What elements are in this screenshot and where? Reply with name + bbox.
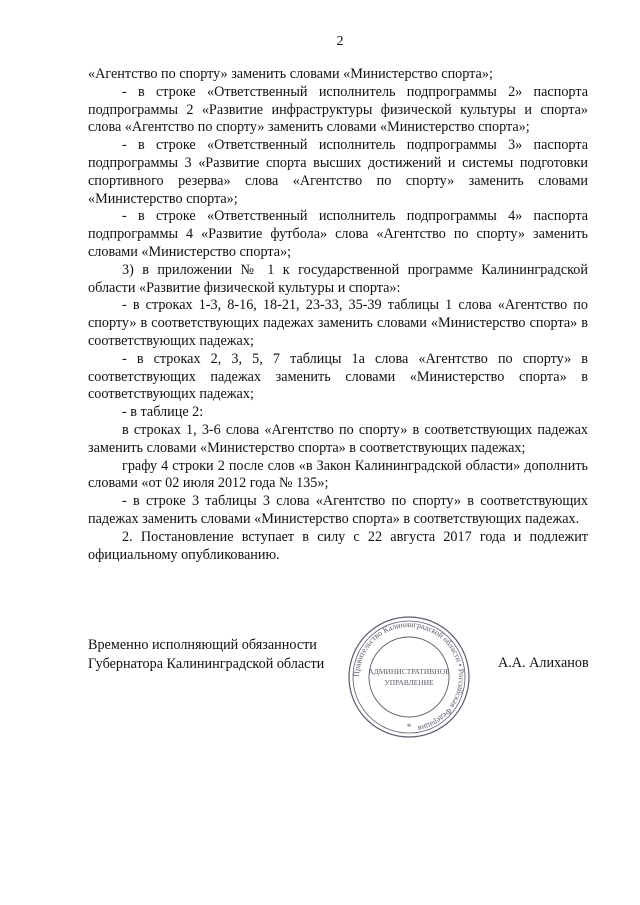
paragraph: «Агентство по спорту» заменить словами «Министерство спорта»; [88, 66, 493, 82]
paragraph: - в строках 2, 3, 5, 7 таблицы 1а слова «Агентство по спорту» в соответствующих падежах заменить словами «Министерство спорта» в соответствующих падежах; [88, 350, 588, 403]
signatory-title-line: Временно исполняющий обязанности [88, 637, 317, 653]
paragraph: - в строке 3 таблицы 3 слова «Агентство по спорту» в соответствующих падежах заменить словами «Министерство спорта» в соответствующих падежах. [88, 493, 588, 527]
paragraph: - в строке «Ответственный исполнитель подпрограммы 3» паспорта подпрограммы 3 «Развитие спорта высших достижений и системы подготовки спортивного резерва» слова «Агентство по спорту» заменить словами «Министерство спорта»; [88, 137, 588, 207]
paragraph: - в строке «Ответственный исполнитель подпрограммы 2» паспорта подпрограммы 2 «Развитие инфраструктуры физической культуры и спорта» слова «Агентство по спорту» заменить словами «Министерство спорта»; [88, 83, 588, 136]
stamp-center-line: УПРАВЛЕНИЕ [384, 678, 434, 687]
signatory-title [88, 636, 324, 674]
page-number: 2 [336, 34, 344, 49]
official-stamp [344, 612, 474, 742]
paragraph: в строках 1, 3-6 слова «Агентство по спорту» в соответствующих падежах заменить словами «Министерство спорта» в соответствующих падежах; [88, 421, 588, 456]
stamp-ring-text: Правительство Калининградской области • Российская Федерация [351, 619, 467, 734]
paragraph: 2. Постановление вступает в силу с 22 августа 2017 года и подлежит официальному опубликованию. [88, 528, 588, 563]
document-body [88, 66, 588, 564]
signatory-title-line: Губернатора Калининградской области [88, 656, 325, 672]
stamp-outer-ring [349, 617, 469, 737]
stamp-center-line: АДМИНИСТРАТИВНОЕ [368, 667, 450, 676]
signature-block [88, 619, 598, 734]
paragraph: - в строках 1-3, 8-16, 18-21, 23-33, 35-39 таблицы 1 слова «Агентство по спорту» в соответствующих падежах заменить словами «Министерство спорта» в соответствующих падежах; [88, 297, 588, 349]
paragraph: - в строке «Ответственный исполнитель подпрограммы 4» паспорта подпрограммы 4 «Развитие футбола» слова «Агентство по спорту» заменить словами «Министерство спорта»; [88, 208, 588, 260]
paragraph: 3) в приложении № 1 к государственной программе Калининградской области «Развитие физической культуры и спорта»: [88, 261, 588, 296]
paragraph: графу 4 строки 2 после слов «в Закон Калининградской области» дополнить словами «от 02 июля 2012 года № 135»; [88, 457, 588, 492]
paragraph: - в таблице 2: [122, 404, 204, 421]
stamp-star: * [406, 722, 412, 732]
stamp-center-ring [369, 637, 449, 717]
signatory-name: А.А. Алиханов [498, 655, 589, 671]
